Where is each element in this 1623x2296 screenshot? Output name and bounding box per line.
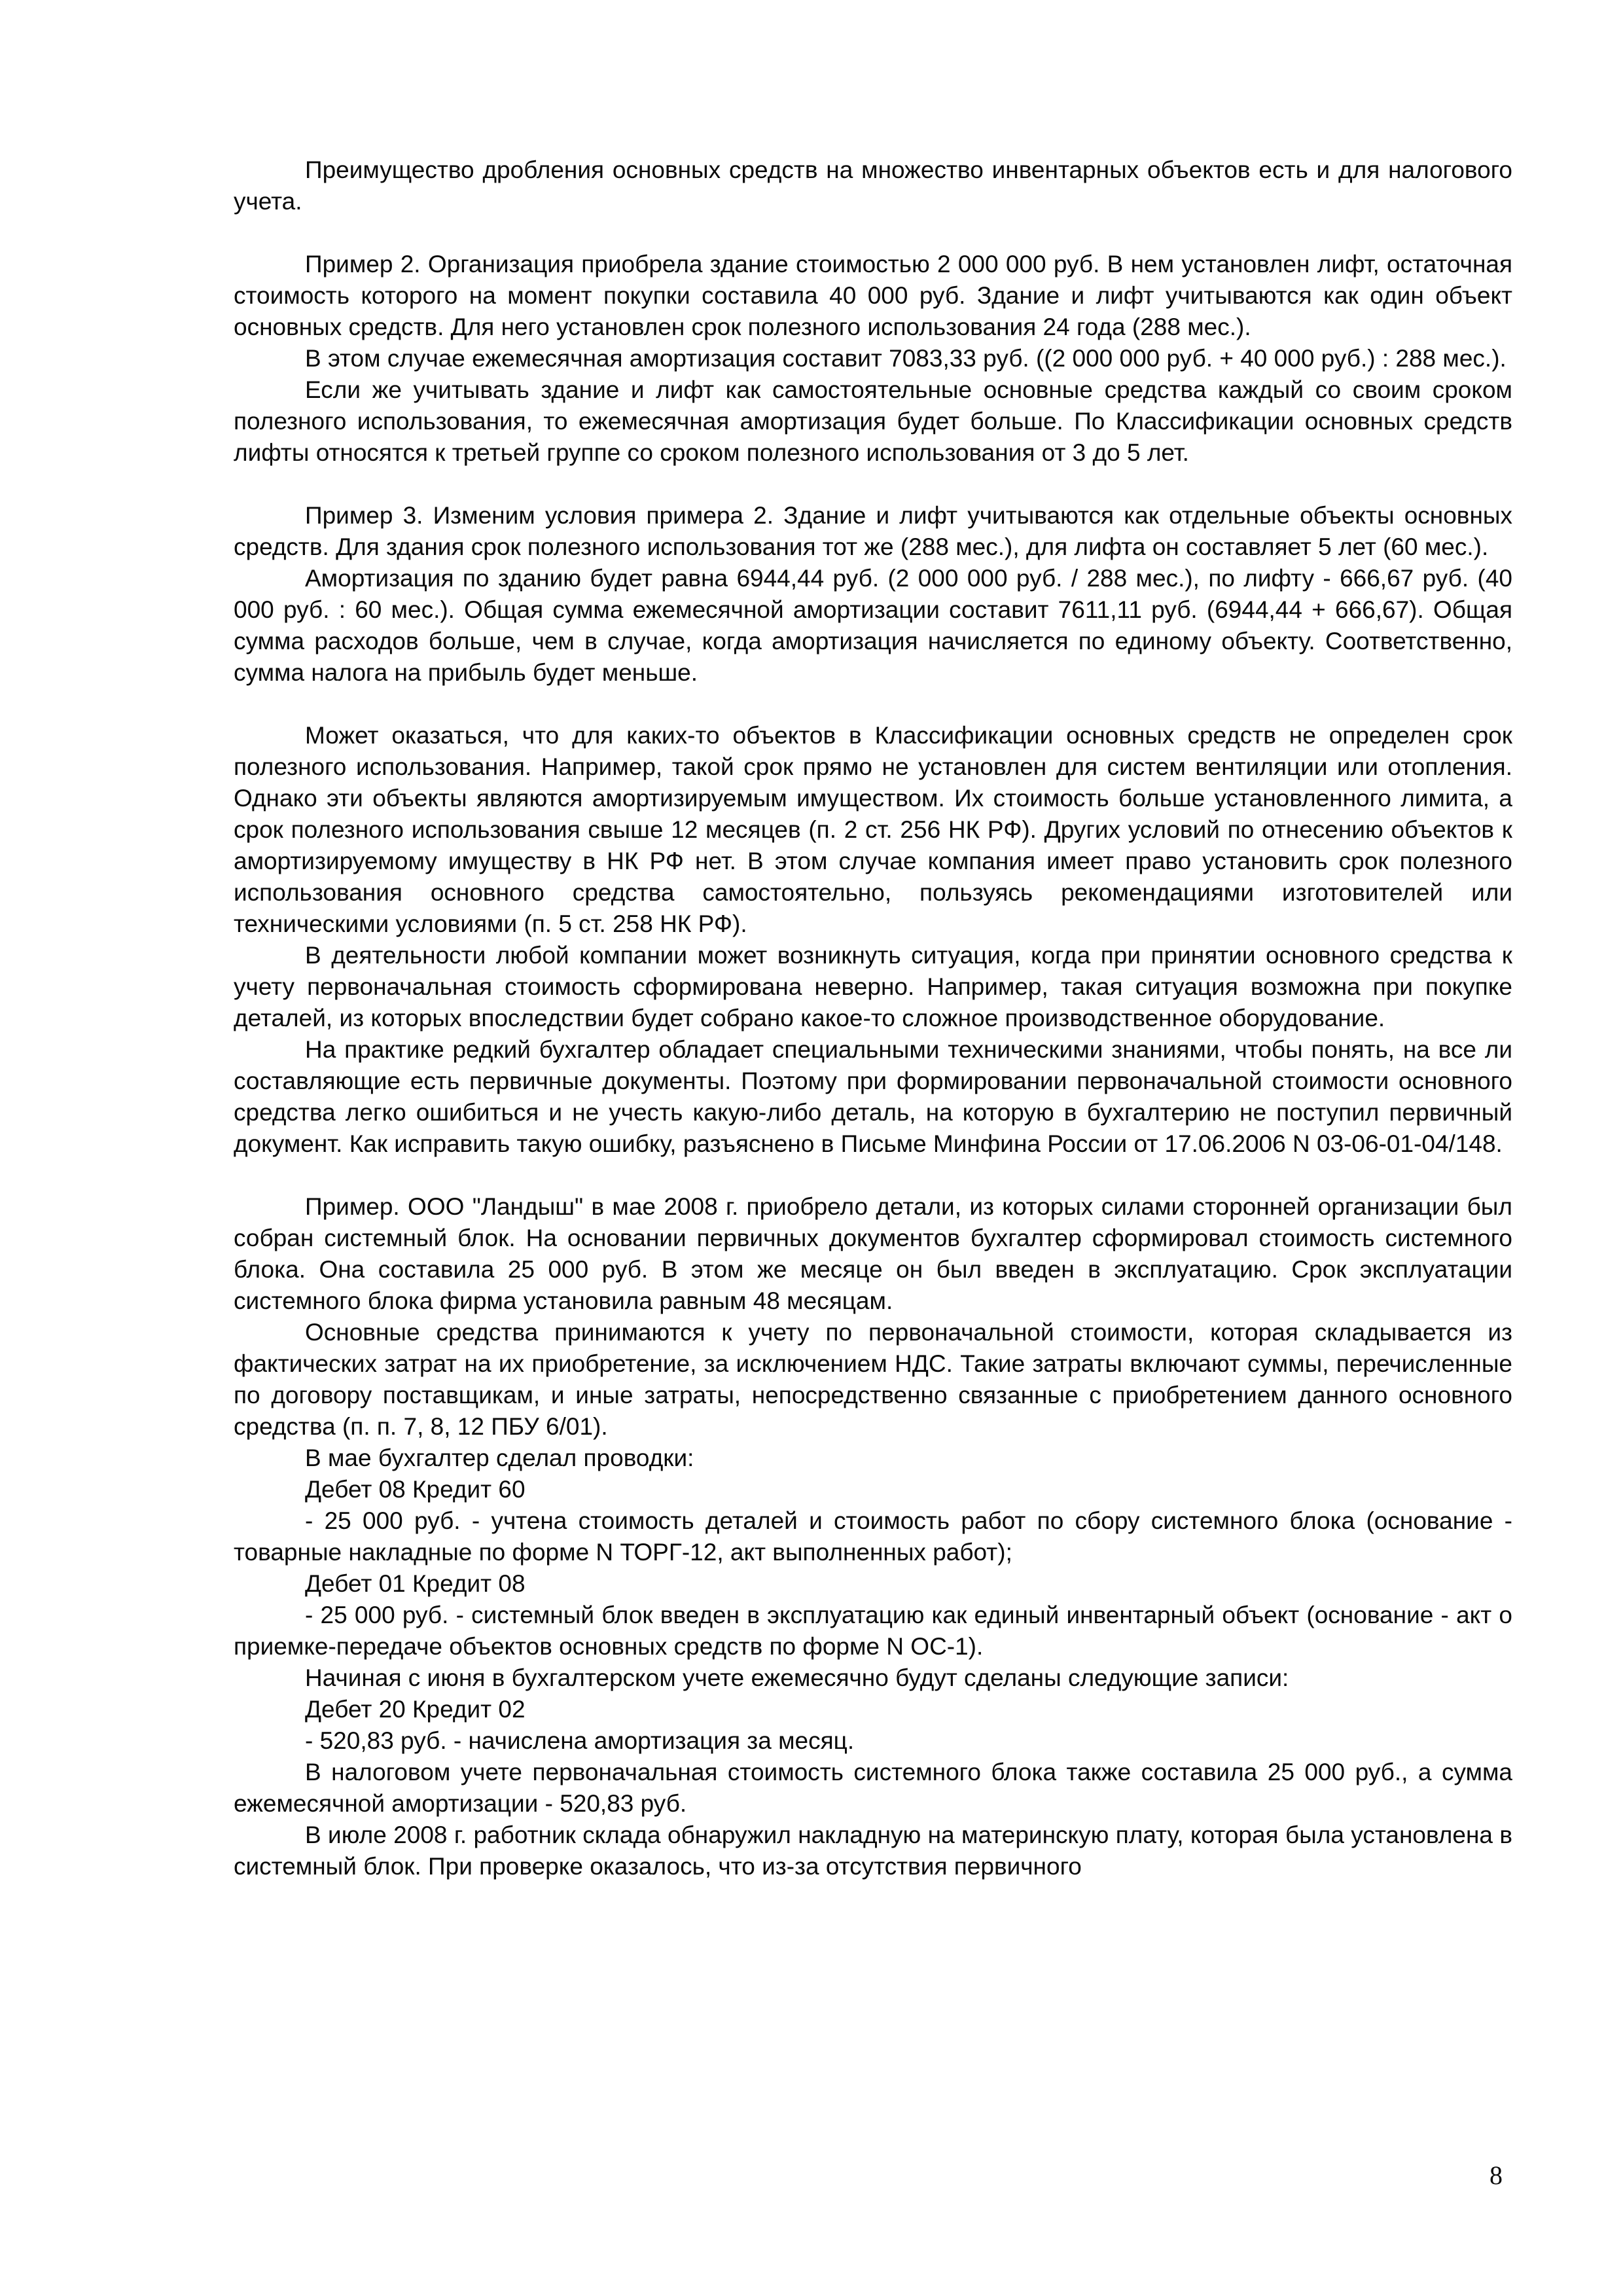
paragraph-separate-assets: Если же учитывать здание и лифт как самостоятельные основные средства каждый со своим сроком полезного использования, то ежемесячная амортизация будет больше. По Классификации основных средств лифты относятся к третьей группе со сроком полезного использования от 3 до 5 лет. (234, 376, 1512, 466)
paragraph-july-invoice: В июле 2008 г. работник склада обнаружил накладную на материнскую плату, которая была установлена в системный блок. При проверке оказалось, что из-за отсутствия первичного (234, 1821, 1512, 1880)
entry-debit-20-credit-02: Дебет 20 Кредит 02 (305, 1696, 526, 1723)
paragraph-gap (234, 217, 1512, 249)
paragraph-gap (234, 689, 1512, 720)
paragraph-monthly-amortization: В этом случае ежемесячная амортизация составит 7083,33 руб. ((2 000 000 руб. + 40 000 руб.) : 288 мес.). (305, 345, 1507, 372)
paragraph-gap (234, 469, 1512, 500)
entry-detail-520-83: - 520,83 руб. - начислена амортизация за месяц. (305, 1727, 855, 1754)
paragraph-tax-accounting: В налоговом учете первоначальная стоимость системного блока также составила 25 000 руб., а сумма ежемесячной амортизации - 520,83 руб. (234, 1759, 1512, 1817)
entry-debit-08-credit-60: Дебет 08 Кредит 60 (305, 1476, 526, 1503)
paragraph-initial-cost-error: В деятельности любой компании может возникнуть ситуация, когда при принятии основного средства к учету первоначальная стоимость сформирована неверно. Например, такая ситуация возможна при покупке деталей, из которых впоследствии будет собрано какое-то сложное производственное оборудование. (234, 942, 1512, 1031)
paragraph-undefined-term: Может оказаться, что для каких-то объектов в Классификации основных средств не определен срок полезного использования. Например, такой срок прямо не установлен для систем вентиляции или отопления. Однако эти объекты являются амортизируемым имуществом. Их стоимость больше установленного лимита, а срок полезного использования свыше 12 месяцев (п. 2 ст. 256 НК РФ). Других условий по отнесению объектов к амортизируемому имуществу в НК РФ нет. В этом случае компания имеет право установить срок полезного использования основного средства самостоятельно, пользуясь рекомендациями изготовителей или техническими условиями (п. 5 ст. 258 НК РФ). (234, 722, 1512, 937)
entry-debit-01-credit-08: Дебет 01 Кредит 08 (305, 1570, 526, 1597)
paragraph-fixed-assets-cost: Основные средства принимаются к учету по первоначальной стоимости, которая складывается из фактических затрат на их приобретение, за исключением НДС. Такие затраты включают суммы, перечисленные по договору поставщикам, и иные затраты, непосредственно связанные с приобретением данного основного средства (п. п. 7, 8, 12 ПБУ 6/01). (234, 1319, 1512, 1440)
paragraph-amortization-building: Амортизация по зданию будет равна 6944,44 руб. (2 000 000 руб. / 288 мес.), по лифту - 666,67 руб. (40 000 руб. : 60 мес.). Общая сумма ежемесячной амортизации составит 7611,11 руб. (6944,44 + 666,67). Общая сумма расходов больше, чем в случае, когда амортизация начисляется по единому объекту. Соответственно, сумма налога на прибыль будет меньше. (234, 565, 1512, 686)
paragraph-example-landysh: Пример. ООО "Ландыш" в мае 2008 г. приобрело детали, из которых силами сторонней организации был собран системный блок. На основании первичных документов бухгалтер сформировал стоимость системного блока. Она составила 25 000 руб. В этом же месяце он был введен в эксплуатацию. Срок эксплуатации системного блока фирма установила равным 48 месяцам. (234, 1193, 1512, 1314)
document-page (234, 154, 1512, 1882)
paragraph-accountant-practice: На практике редкий бухгалтер обладает специальными техническими знаниями, чтобы понять, на все ли составляющие есть первичные документы. Поэтому при формировании первоначальной стоимости основного средства легко ошибиться и не учесть какую-либо деталь, на которую в бухгалтерию не поступил первичный документ. Как исправить такую ошибку, разъяснено в Письме Минфина России от 17.06.2006 N 03-06-01-04/148. (234, 1036, 1512, 1157)
entry-detail-25000-parts: - 25 000 руб. - учтена стоимость деталей и стоимость работ по сбору системного блока (основание - товарные накладные по форме N ТОРГ-12, акт выполненных работ); (234, 1507, 1512, 1566)
paragraph-gap (234, 1160, 1512, 1191)
paragraph-june-entries: Начиная с июня в бухгалтерском учете ежемесячно будут сделаны следующие записи: (305, 1664, 1289, 1691)
entry-detail-25000-commissioned: - 25 000 руб. - системный блок введен в эксплуатацию как единый инвентарный объект (основание - акт о приемке-передаче объектов основных средств по форме N ОС-1). (234, 1602, 1512, 1660)
page-number: 8 (1489, 2161, 1503, 2190)
paragraph-may-entries: В мае бухгалтер сделал проводки: (305, 1444, 694, 1471)
paragraph-example-3: Пример 3. Изменим условия примера 2. Здание и лифт учитываются как отдельные объекты основных средств. Для здания срок полезного использования тот же (288 мес.), для лифта он составляет 5 лет (60 мес.). (234, 502, 1512, 560)
paragraph-split-benefit: Преимущество дробления основных средств на множество инвентарных объектов есть и для налогового учета. (234, 156, 1512, 215)
paragraph-example-2: Пример 2. Организация приобрела здание стоимостью 2 000 000 руб. В нем установлен лифт, остаточная стоимость которого на момент покупки составила 40 000 руб. Здание и лифт учитываются как один объект основных средств. Для него установлен срок полезного использования 24 года (288 мес.). (234, 251, 1512, 340)
